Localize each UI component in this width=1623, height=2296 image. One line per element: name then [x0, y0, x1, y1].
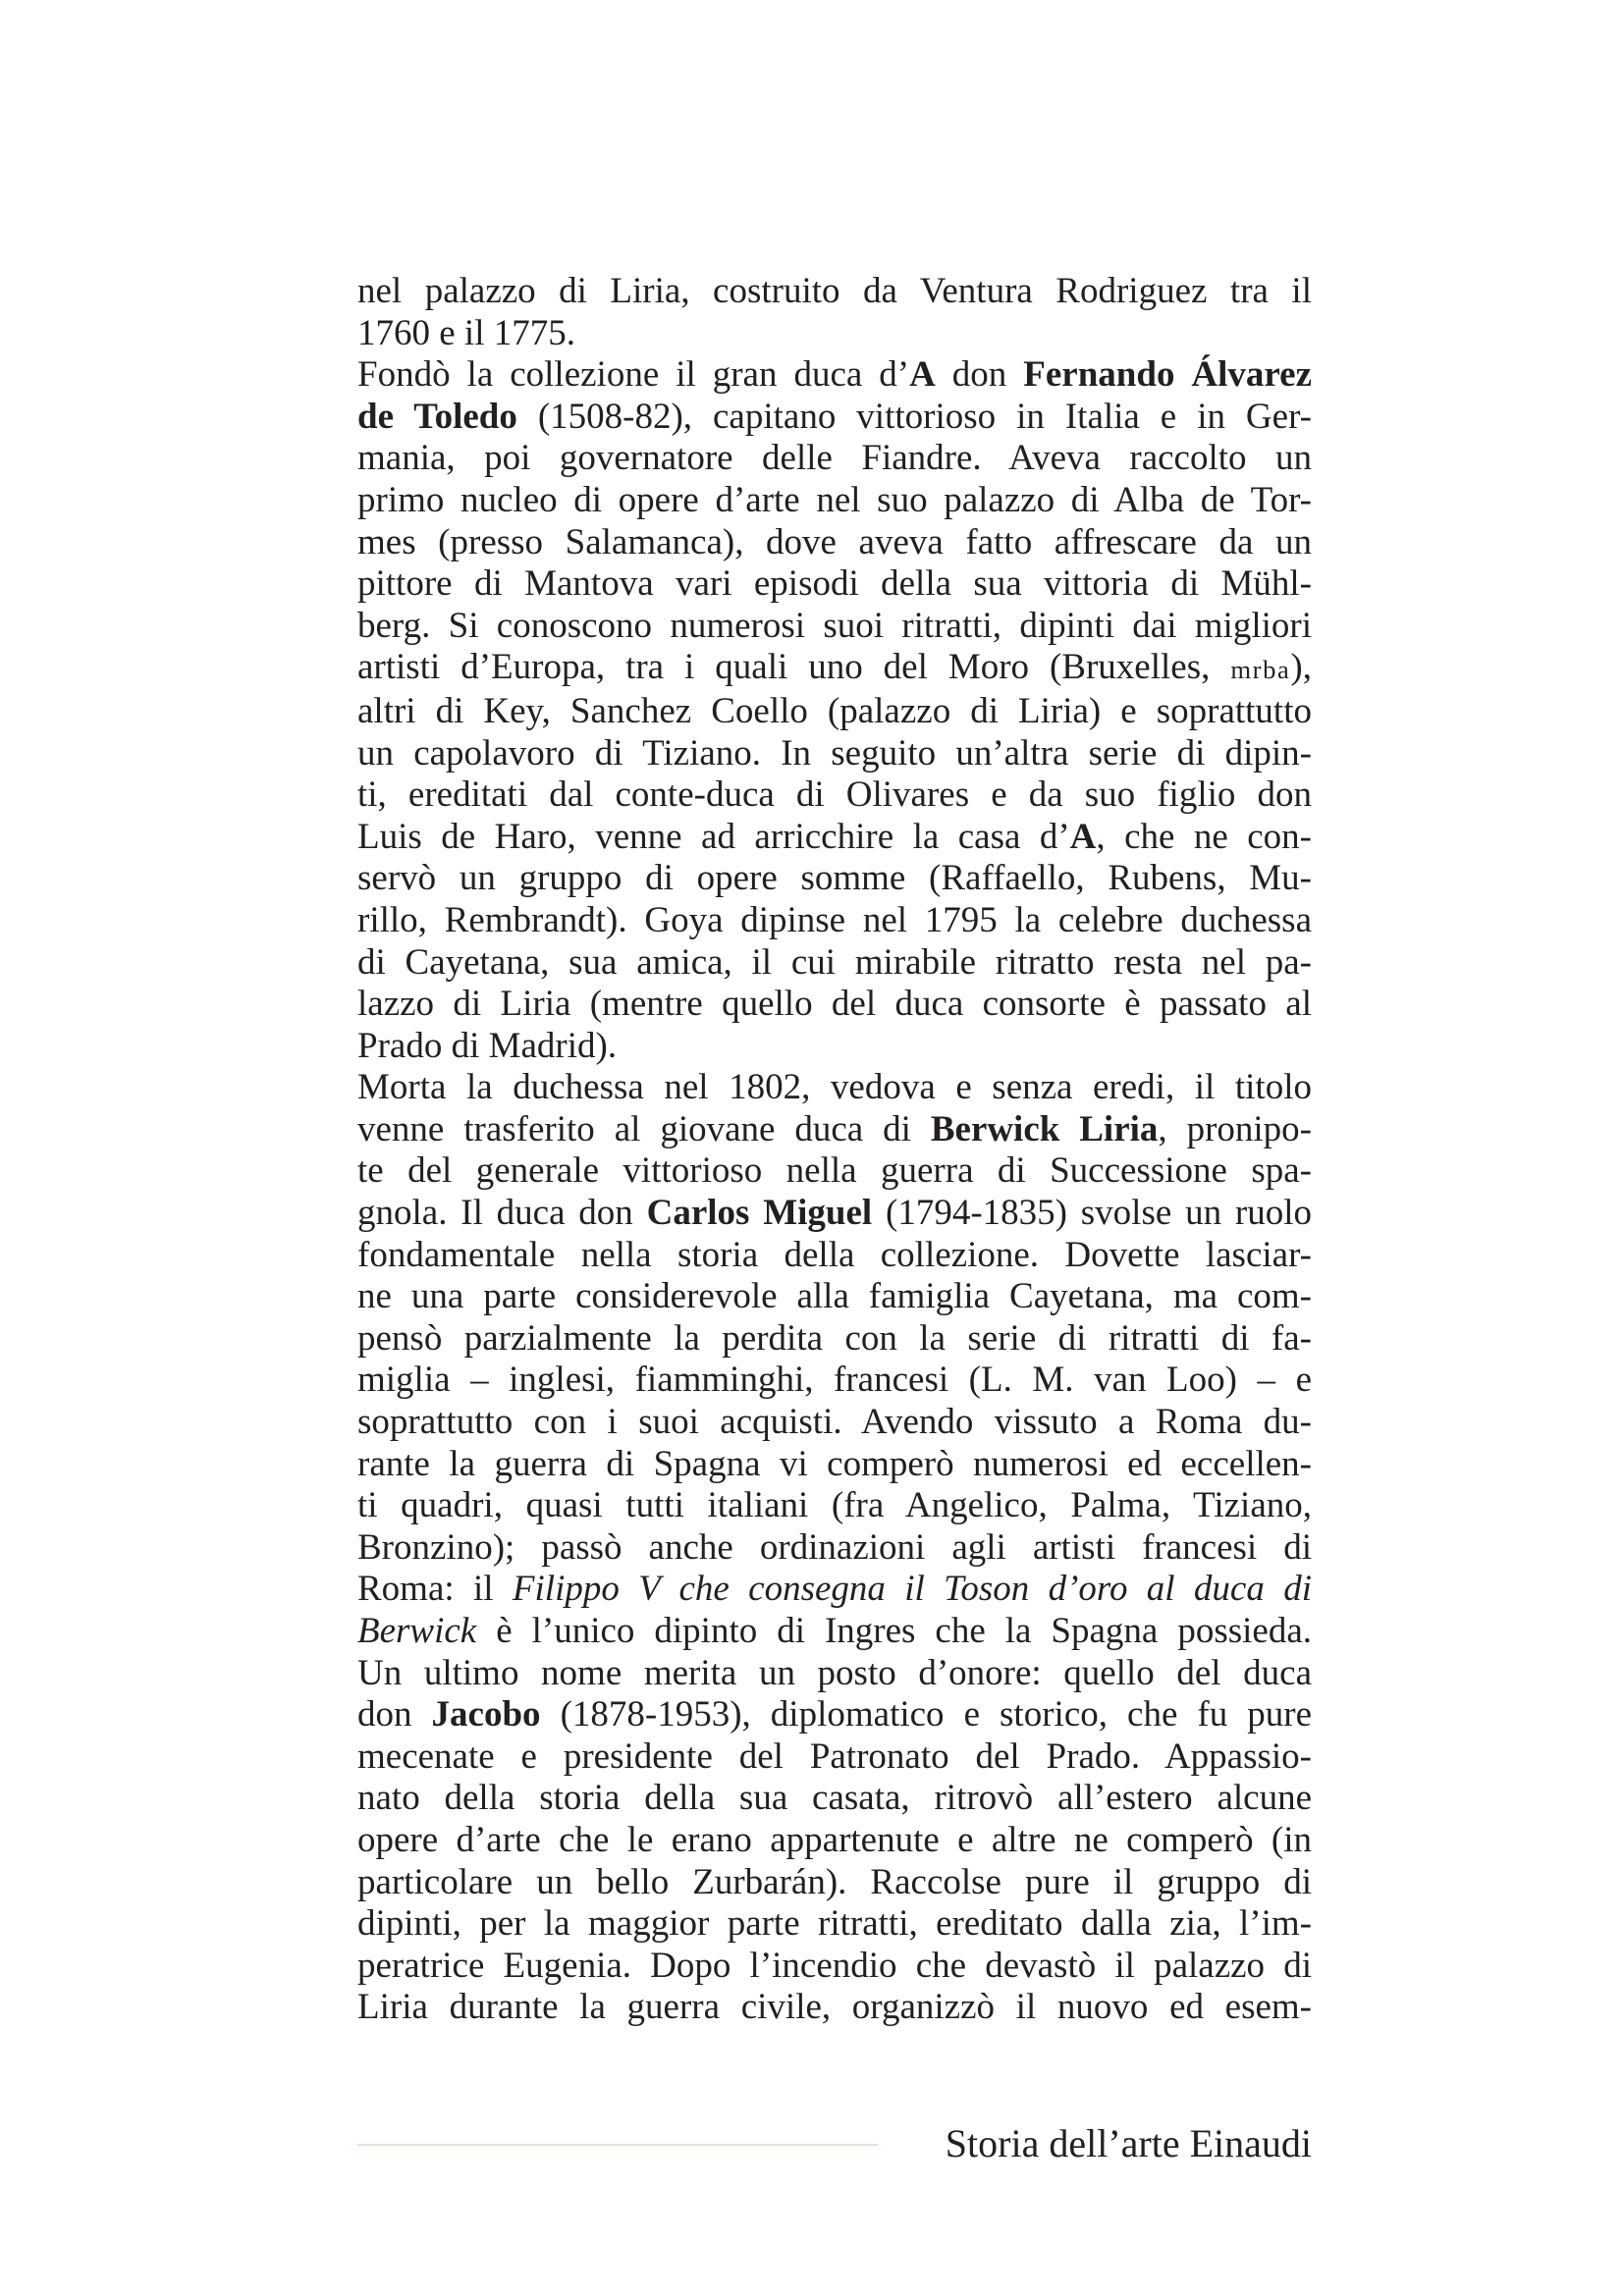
bold-name: Berwick Liria [930, 1108, 1159, 1149]
text-line: Luis de Haro, venne ad arricchire la casa d’A, che ne con- [357, 816, 1312, 857]
text-line: Berwick è l’unico dipinto di Ingres che la Spagna possieda. [357, 1611, 1312, 1651]
text-line: pensò parzialmente la perdita con la serie di ritratti di fa- [357, 1317, 1312, 1359]
text-line: fondamentale nella storia della collezione. Dovette lasciar- [357, 1234, 1312, 1275]
text-line: Roma: il Filippo V che consegna il Toson d’oro al duca di [357, 1569, 1312, 1610]
text-line: Liria durante la guerra civile, organizzò il nuovo ed esem- [357, 1987, 1312, 2028]
text-line: venne trasferito al giovane duca di Berwick Liria, pronipo- [357, 1108, 1313, 1149]
text-line: artisti d’Europa, tra i quali uno del Moro (Bruxelles, mrba), [357, 647, 1312, 688]
text-line: gnola. Il duca don Carlos Miguel (1794-1835) svolse un ruolo [357, 1193, 1312, 1234]
text-line: ti, ereditati dal conte-duca di Olivares e da suo figlio don [357, 774, 1312, 816]
bold-name: Fernando Álvarez [1023, 354, 1313, 396]
footer-rule [357, 2144, 878, 2146]
text-line: de Toledo (1508-82), capitano vittorioso in Italia e in Ger- [357, 396, 1312, 437]
text-line: di Cayetana, sua amica, il cui mirabile ritratto resta nel pa- [357, 941, 1312, 983]
text-line: ne una parte considerevole alla famiglia Cayetana, ma com- [357, 1276, 1312, 1317]
text-line: dipinti, per la maggior parte ritratti, ereditato dalla zia, l’im- [357, 1903, 1312, 1945]
text-line: opere d’arte che le erano appartenute e altre ne comperò (in [357, 1819, 1312, 1860]
bold-name: de Toledo [357, 396, 517, 437]
text-line: servò un gruppo di opere somme (Raffaello, Rubens, Mu- [357, 858, 1312, 899]
text-line: rante la guerra di Spagna vi comperò numerosi ed eccellen- [357, 1443, 1312, 1484]
text-line: mania, poi governatore delle Fiandre. Aveva raccolto un [357, 438, 1312, 479]
text-line: miglia – inglesi, fiamminghi, francesi (L. M. van Loo) – e [357, 1360, 1312, 1401]
text-line: altri di Key, Sanchez Coello (palazzo di Liria) e soprattutto [357, 690, 1312, 731]
text-line: Fondò la collezione il gran duca d’A don Fernando Álvarez [357, 354, 1313, 396]
text-line: peratrice Eugenia. Dopo l’incendio che devastò il palazzo di [357, 1945, 1312, 1986]
text-line: Bronzino); passò anche ordinazioni agli artisti francesi di [357, 1526, 1312, 1568]
text-line: pittore di Mantova vari episodi della sua vittoria di Mühl- [357, 563, 1312, 605]
bold-term: A [909, 354, 936, 396]
text-line: primo nucleo di opere d’arte nel suo palazzo di Alba de Tor- [357, 479, 1312, 520]
footer-title: Storia dell’arte Einaudi [945, 2121, 1312, 2165]
small-caps-abbr: mrba [1230, 655, 1291, 685]
text-line: soprattutto con i suoi acquisti. Avendo vissuto a Roma du- [357, 1402, 1312, 1443]
text-line: ti quadri, quasi tutti italiani (fra Angelico, Palma, Tiziano, [357, 1485, 1312, 1526]
italic-title: Filippo V che consegna il Toson d’oro al duca di [512, 1569, 1312, 1610]
body-text [357, 271, 1312, 2029]
bold-term: A [1069, 816, 1097, 857]
bold-name: Carlos Miguel [646, 1193, 873, 1234]
text-line: rillo, Rembrandt). Goya dipinse nel 1795 la celebre duchessa [357, 899, 1312, 940]
text-line: 1760 e il 1775. [357, 312, 575, 353]
text-line: un capolavoro di Tiziano. In seguito un’altra serie di dipin- [357, 732, 1312, 774]
text-line: nel palazzo di Liria, costruito da Ventura Rodriguez tra il [357, 271, 1312, 311]
text-line: nato della storia della sua casata, ritrovò all’estero alcune [357, 1778, 1312, 1819]
text-line: don Jacobo (1878-1953), diplomatico e storico, che fu pure [357, 1694, 1312, 1735]
text-line: berg. Si conoscono numerosi suoi ritratti, dipinti dai migliori [357, 605, 1312, 646]
text-line: lazzo di Liria (mentre quello del duca consorte è passato al [357, 984, 1312, 1025]
bold-name: Jacobo [431, 1694, 541, 1735]
text-line: particolare un bello Zurbarán). Raccolse pure il gruppo di [357, 1861, 1312, 1902]
text-line: mecenate e presidente del Patronato del Prado. Appassio- [357, 1735, 1312, 1777]
text-line: Morta la duchessa nel 1802, vedova e senza eredi, il titolo [357, 1067, 1312, 1108]
text-line: Un ultimo nome merita un posto d’onore: quello del duca [357, 1652, 1312, 1693]
italic-title: Berwick [357, 1611, 477, 1651]
text-line: Prado di Madrid). [357, 1025, 618, 1066]
text-line: mes (presso Salamanca), dove aveva fatto affrescare da un [357, 521, 1312, 562]
text-line: te del generale vittorioso nella guerra di Successione spa- [357, 1150, 1312, 1192]
